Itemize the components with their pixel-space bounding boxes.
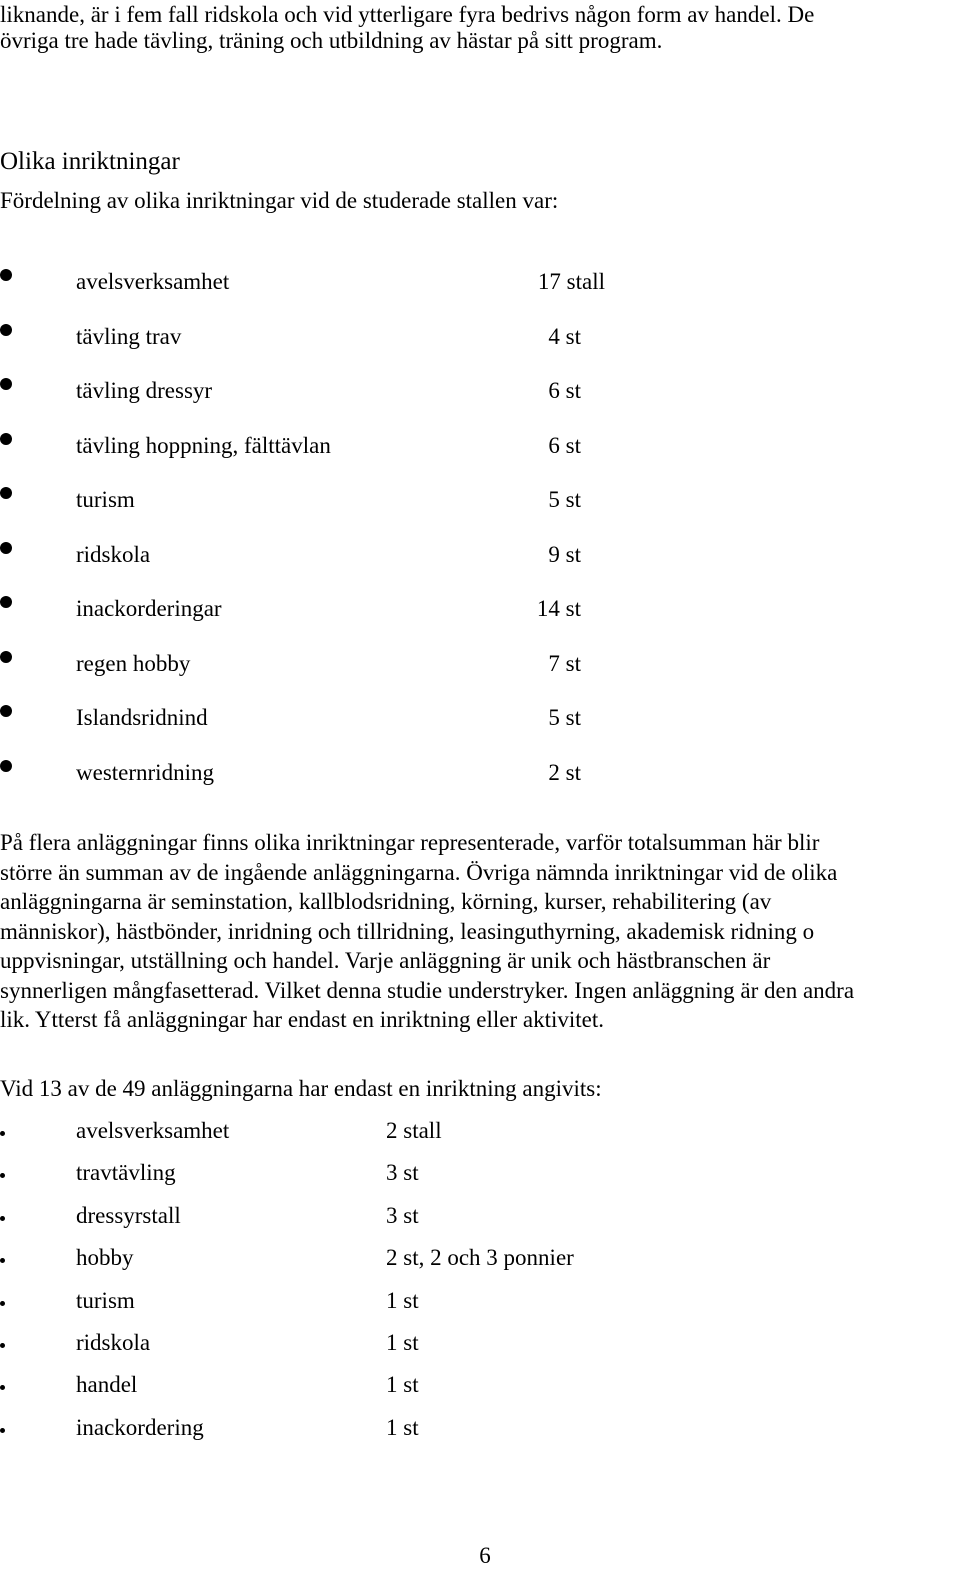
single-orientation-value: 2 st, 2 och 3 ponnier [386,1245,574,1271]
bullet-icon [0,1258,5,1263]
paragraph-line-4: människor), hästbönder, inridning och tillridning, leasinguthyrning, akademisk ridning o [0,918,815,944]
orientation-label: ridskola [76,541,151,567]
section-subtitle: Fördelning av olika inriktningar vid de studerade stallen var: [0,188,559,213]
intro-line-2: övriga tre hade tävling, träning och utbildning av hästar på sitt program. [0,28,663,53]
single-orientation-value: 1 st [386,1414,419,1440]
orientation-label: westernridning [76,759,214,785]
orientation-value: 4 st [548,323,581,349]
orientation-label: tävling hoppning, fälttävlan [76,432,331,458]
bullet-icon [0,1343,5,1348]
orientation-value: 17 stall [537,269,605,294]
orientation-value: 7 st [548,650,581,676]
section-title: Olika inriktningar [0,148,180,175]
intro-line-1: liknande, är i fem fall ridskola och vid ytterligare fyra bedrivs någon form av handel. De [0,2,815,27]
single-orientation-label: travtävling [76,1160,176,1186]
single-orientation-label: turism [76,1287,135,1313]
paragraph-line-6: synnerligen mångfasetterad. Vilket denna studie understryker. Ingen anläggning är den andra [0,977,855,1003]
orientation-label: tävling trav [76,323,182,349]
single-orientation-label: handel [76,1372,138,1398]
bullet-icon [0,378,12,390]
single-orientation-value: 2 stall [386,1118,442,1143]
orientation-label: avelsverksamhet [76,269,230,294]
orientation-label: tävling dressyr [76,378,213,403]
bullet-icon [0,760,12,772]
list-item [0,1156,700,1198]
orientation-value: 2 st [548,759,581,785]
orientation-value: 6 st [548,378,581,403]
paragraph-line-3: anläggningarna är seminstation, kallblodsridning, körning, kurser, rehabilitering (av [0,889,772,914]
bullet-icon [0,542,12,554]
list-item [0,1114,700,1156]
orientation-value: 9 st [548,541,581,567]
orientation-value: 14 st [536,596,581,621]
single-orientation-label: inackordering [76,1414,204,1440]
single-orientation-value: 3 st [386,1202,419,1228]
list-item [0,1199,700,1241]
list-item [0,373,700,428]
single-orientation-intro: Vid 13 av de 49 anläggningarna har endast en inriktning angivits: [0,1076,602,1101]
single-orientation-value: 1 st [386,1287,419,1313]
list-item [0,1368,700,1410]
list-item [0,482,700,537]
paragraph-line-7: lik. Ytterst få anläggningar har endast en inriktning eller aktivitet. [0,1007,604,1032]
list-item [0,1284,700,1326]
list-item [0,755,700,810]
list-item [0,1326,700,1368]
bullet-icon [0,1173,5,1178]
single-orientation-value: 3 st [386,1160,419,1186]
list-item [0,1411,700,1453]
list-item [0,537,700,592]
list-item [0,700,700,755]
single-orientation-label: ridskola [76,1329,151,1355]
paragraph-line-1: På flera anläggningar finns olika inriktningar representerade, varför totalsumman här blir [0,830,820,855]
bullet-icon [0,705,12,717]
list-item [0,646,700,701]
single-orientation-value: 1 st [386,1372,419,1398]
orientation-label: regen hobby [76,650,191,676]
paragraph-line-2: större än summan av de ingående anläggningarna. Övriga nämnda inriktningar vid de olika [0,859,838,885]
bullet-icon [0,269,12,281]
list-item [0,591,700,646]
orientation-value: 6 st [548,432,581,458]
bullet-icon [0,324,12,336]
orientation-label: turism [76,487,135,512]
bullet-icon [0,1216,5,1221]
page-number: 6 [479,1543,491,1568]
single-orientation-label: dressyrstall [76,1202,181,1228]
orientation-value: 5 st [548,705,581,730]
list-item [0,1241,700,1283]
orientation-list [0,264,700,809]
bullet-icon [0,1131,5,1136]
single-orientation-list [0,1114,700,1453]
bullet-icon [0,433,12,445]
list-item [0,264,700,319]
bullet-icon [0,1428,5,1433]
bullet-icon [0,1385,5,1390]
orientation-value: 5 st [548,487,581,512]
paragraph-line-5: uppvisningar, utställning och handel. Varje anläggning är unik och hästbranschen är [0,948,771,973]
single-orientation-label: hobby [76,1245,134,1271]
orientation-label: inackorderingar [76,596,222,621]
bullet-icon [0,651,12,663]
list-item [0,319,700,374]
bullet-icon [0,1301,5,1306]
bullet-icon [0,487,12,499]
single-orientation-label: avelsverksamhet [76,1118,230,1143]
bullet-icon [0,596,12,608]
list-item [0,428,700,483]
orientation-label: Islandsridnind [76,705,208,730]
single-orientation-value: 1 st [386,1329,419,1355]
